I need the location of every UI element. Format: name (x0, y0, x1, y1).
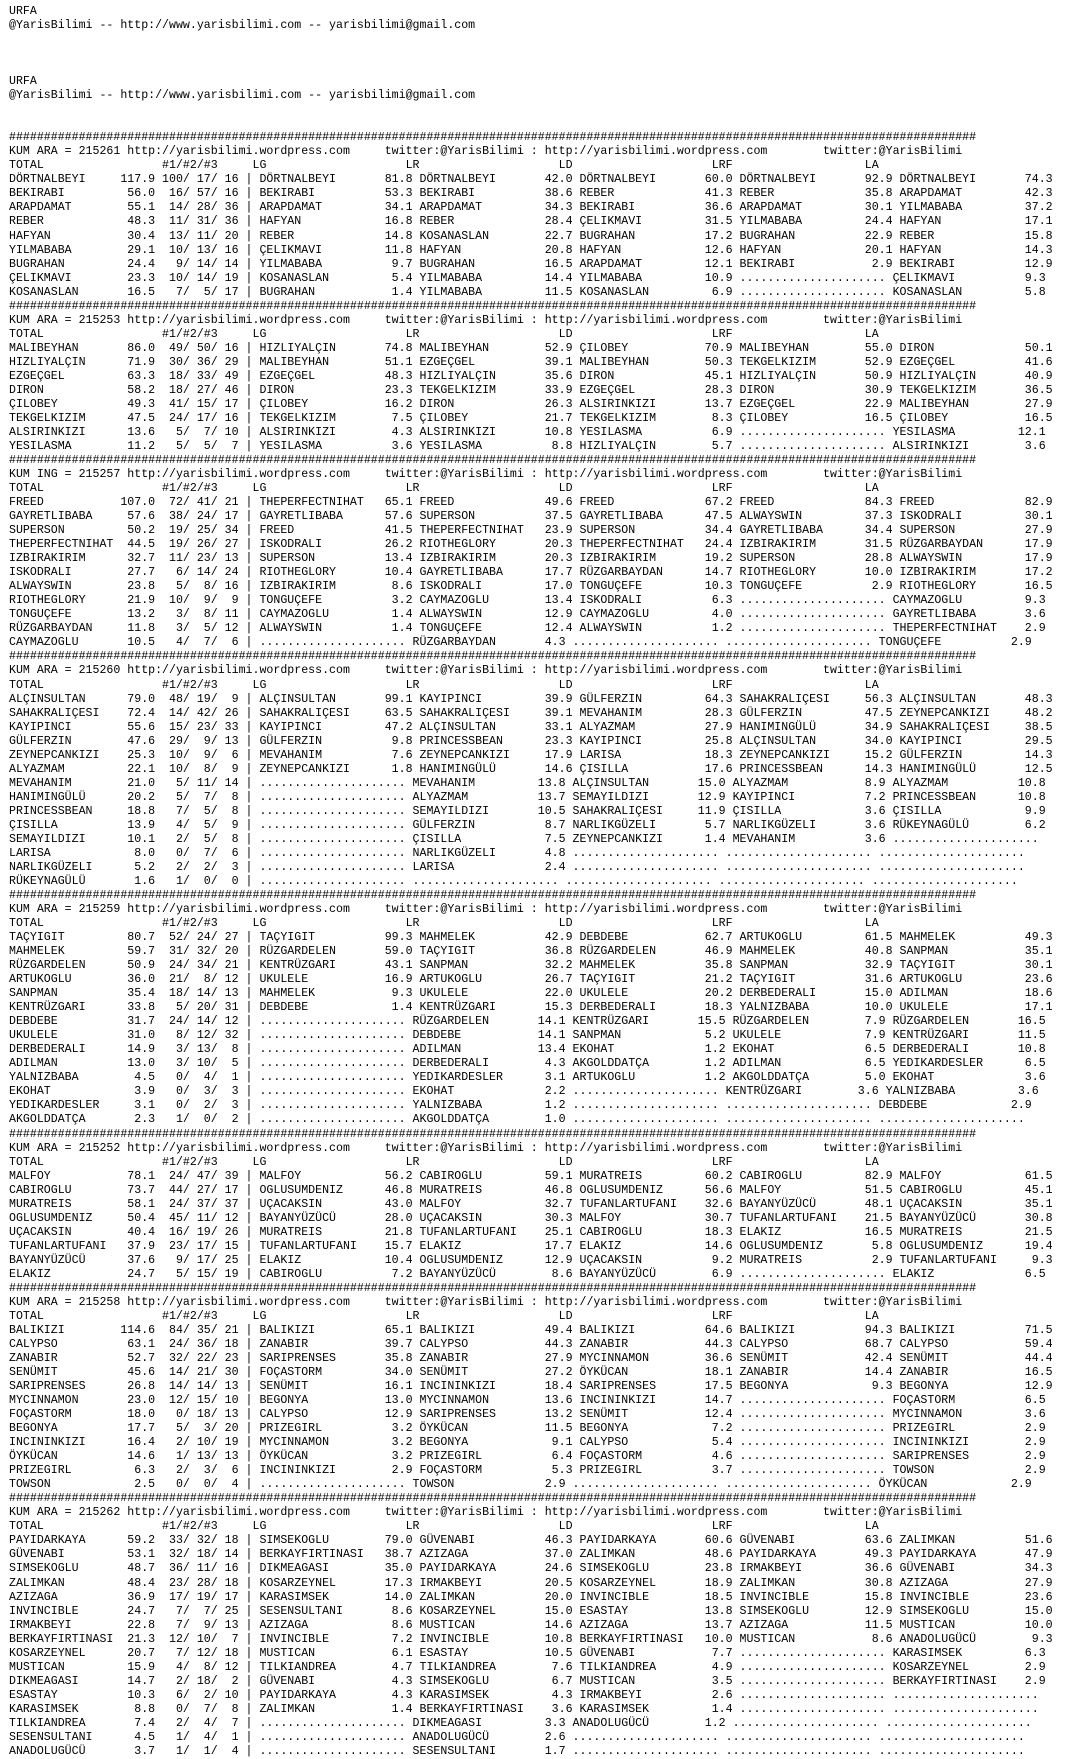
separator-line: ########################################################################################################################################### (9, 299, 977, 313)
table-row: KOSARZEYNEL 20.7 7/ 12/ 18 | MUSTICAN 6.1 ESASTAY 10.5 GÜVENABI 7.7 ..................... KARASIMSEK 6.3 (9, 1646, 1046, 1660)
table-row: GÜLFERZIN 47.6 29/ 9/ 13 | GÜLFERZIN 9.8 PRINCESSBEAN 23.3 KAYIPINCI 25.8 ALÇINSULTAN 34.0 KAYIPINCI 29.5 (9, 734, 1053, 748)
table-row: DIKMEAGASI 14.7 2/ 18/ 2 | GÜVENABI 4.3 SIMSEKOGLU 6.7 MUSTICAN 3.5 ..................... BERKAYFIRTINASI 2.9 (9, 1674, 1046, 1688)
header-line: URFA (9, 75, 37, 89)
separator-line: ########################################################################################################################################### (9, 888, 977, 902)
table-row: DÖRTNALBEYI 117.9 100/ 17/ 16 | DÖRTNALBEYI 81.8 DÖRTNALBEYI 42.0 DÖRTNALBEYI 60.0 DÖRTNALBEYI 92.9 DÖRTNALBEYI 74.3 (9, 173, 1053, 187)
table-row: ZEYNEPCANKIZI 25.3 10/ 9/ 6 | MEVAHANIM 7.6 ZEYNEPCANKIZI 17.9 LARISA 18.3 ZEYNEPCANKIZI 15.2 GÜLFERZIN 14.3 (9, 748, 1053, 762)
race-title: KUM ARA = 215253 http://yarisbilimi.wordpress.com twitter:@YarisBilimi : http://yarisbilimi.wordpress.com twitter:@YarisBilimi (9, 313, 963, 327)
table-row: RÜZGARBAYDAN 11.8 3/ 5/ 12 | ALWAYSWIN 1.4 TONGUÇEFE 12.4 ALWAYSWIN 1.2 ..................... THEPERFECTNIHAT 2.9 (9, 622, 1046, 636)
table-row: CABIROGLU 73.7 44/ 27/ 17 | OGLUSUMDENIZ 46.8 MURATREIS 46.8 OGLUSUMDENIZ 56.6 MALFOY 51.5 CABIROGLU 45.1 (9, 1183, 1053, 1197)
column-headers: TOTAL #1/#2/#3 LG LR LD LRF LA (9, 159, 879, 173)
table-row: SARIPRENSES 26.8 14/ 14/ 13 | SENÜMIT 16.1 INCININKIZI 18.4 SARIPRENSES 17.5 BEGONYA 9.3 BEGONYA 12.9 (9, 1380, 1053, 1394)
table-row: REBER 48.3 11/ 31/ 36 | HAFYAN 16.8 REBER 28.4 ÇELIKMAVI 31.5 YILMABABA 24.4 HAFYAN 17.1 (9, 215, 1053, 229)
table-row: LARISA 8.0 0/ 7/ 6 | ..................... NARLIKGÜZELI 4.8 ..................... ..................... ..................... (9, 846, 1025, 860)
table-row: SIMSEKOGLU 48.7 36/ 11/ 16 | DIKMEAGASI 35.0 PAYIDARKAYA 24.6 SIMSEKOGLU 23.8 IRMAKBEYI 36.6 GÜVENABI 34.3 (9, 1562, 1053, 1576)
table-row: YEDIKARDESLER 3.1 0/ 2/ 3 | ..................... YALNIZBABA 1.2 ..................... ..................... DEBDEBE 2.9 (9, 1099, 1032, 1113)
table-row: BEKIRABI 56.0 16/ 57/ 16 | BEKIRABI 53.3 BEKIRABI 38.6 REBER 41.3 REBER 35.8 ARAPDAMAT 42.3 (9, 187, 1053, 201)
table-row: CALYPSO 63.1 24/ 36/ 18 | ZANABIR 39.7 CALYPSO 44.3 ZANABIR 44.3 CALYPSO 68.7 CALYPSO 59.4 (9, 1337, 1053, 1351)
table-row: TUFANLARTUFANI 37.9 23/ 17/ 15 | TUFANLARTUFANI 15.7 ELAKIZ 17.7 ELAKIZ 14.6 OGLUSUMDENIZ 5.8 OGLUSUMDENIZ 19.4 (9, 1239, 1053, 1253)
table-row: SESENSULTANI 4.5 1/ 4/ 1 | ..................... ANADOLUGÜCÜ 2.6 ..................... ..................... ..................... (9, 1730, 1025, 1744)
race-title: KUM ARA = 215258 http://yarisbilimi.wordpress.com twitter:@YarisBilimi : http://yarisbilimi.wordpress.com twitter:@YarisBilimi (9, 1295, 963, 1309)
table-row: PAYIDARKAYA 59.2 33/ 32/ 18 | SIMSEKOGLU 79.0 GÜVENABI 46.3 PAYIDARKAYA 60.6 GÜVENABI 63.6 ZALIMKAN 51.6 (9, 1534, 1053, 1548)
race-title: KUM ARA = 215252 http://yarisbilimi.wordpress.com twitter:@YarisBilimi : http://yarisbilimi.wordpress.com twitter:@YarisBilimi (9, 1141, 963, 1155)
table-row: TILKIANDREA 7.4 2/ 4/ 7 | ..................... DIKMEAGASI 3.3 ANADOLUGÜCÜ 1.2 ..................... ..................... (9, 1716, 1032, 1730)
table-row: MALIBEYHAN 86.0 49/ 50/ 16 | HIZLIYALÇIN 74.8 MALIBEYHAN 52.9 ÇILOBEY 70.9 MALIBEYHAN 55.0 DIRON 50.1 (9, 341, 1053, 355)
table-row: IRMAKBEYI 22.8 7/ 9/ 13 | AZIZAGA 8.6 MUSTICAN 14.6 AZIZAGA 13.7 AZIZAGA 11.5 MUSTICAN 10.0 (9, 1618, 1053, 1632)
table-row: PRINCESSBEAN 18.8 7/ 5/ 8 | ..................... SEMAYILDIZI 10.5 SAHAKRALIÇESI 11.9 ÇISILLA 3.6 ÇISILLA 9.9 (9, 804, 1046, 818)
table-row: MAHMELEK 59.7 31/ 32/ 20 | RÜZGARDELEN 59.0 TAÇYIGIT 36.8 RÜZGARDELEN 46.9 MAHMELEK 40.8 SANPMAN 35.1 (9, 945, 1053, 959)
table-row: TAÇYIGIT 80.7 52/ 24/ 27 | TAÇYIGIT 99.3 MAHMELEK 42.9 DEBDEBE 62.7 ARTUKOGLU 61.5 MAHMELEK 49.3 (9, 931, 1053, 945)
table-row: TEKGELKIZIM 47.5 24/ 17/ 16 | TEKGELKIZIM 7.5 ÇILOBEY 21.7 TEKGELKIZIM 8.3 ÇILOBEY 16.5 ÇILOBEY 16.5 (9, 411, 1053, 425)
table-row: ELAKIZ 24.7 5/ 15/ 19 | CABIROGLU 7.2 BAYANYÜZÜCÜ 8.6 BAYANYÜZÜCÜ 6.9 ..................... ELAKIZ 6.5 (9, 1267, 1046, 1281)
table-row: MYCINNAMON 23.0 12/ 15/ 10 | BEGONYA 13.0 MYCINNAMON 13.6 INCININKIZI 14.7 ..................... FOÇASTORM 6.5 (9, 1394, 1046, 1408)
table-row: MALFOY 78.1 24/ 47/ 39 | MALFOY 56.2 CABIROGLU 59.1 MURATREIS 60.2 CABIROGLU 82.9 MALFOY 61.5 (9, 1169, 1053, 1183)
header-line: @YarisBilimi -- http://www.yarisbilimi.com -- yarisbilimi@gmail.com (9, 89, 476, 103)
table-row: SUPERSON 50.2 19/ 25/ 34 | FREED 41.5 THEPERFECTNIHAT 23.9 SUPERSON 34.4 GAYRETLIBABA 34.4 SUPERSON 27.9 (9, 524, 1053, 538)
header-line: URFA (9, 5, 37, 18)
table-row: ESASTAY 10.3 6/ 2/ 10 | PAYIDARKAYA 4.3 KARASIMSEK 4.3 IRMAKBEYI 2.6 ..................... ..................... (9, 1688, 1039, 1702)
table-row: ARTUKOGLU 36.0 21/ 8/ 12 | UKULELE 16.9 ARTUKOGLU 26.7 TAÇYIGIT 21.2 TAÇYIGIT 31.6 ARTUKOGLU 23.6 (9, 973, 1053, 987)
table-row: INVINCIBLE 24.7 7/ 7/ 25 | SESENSULTANI 8.6 KOSARZEYNEL 15.0 ESASTAY 13.8 SIMSEKOGLU 12.9 SIMSEKOGLU 15.0 (9, 1604, 1053, 1618)
race-title: KUM ING = 215257 http://yarisbilimi.wordpress.com twitter:@YarisBilimi : http://yarisbilimi.wordpress.com twitter:@YarisBilimi (9, 468, 963, 482)
column-headers: TOTAL #1/#2/#3 LG LR LD LRF LA (9, 482, 879, 496)
table-row: YESILASMA 11.2 5/ 5/ 7 | YESILASMA 3.6 YESILASMA 8.8 HIZLIYALÇIN 5.7 ..................... ALSIRINKIZI 3.6 (9, 439, 1046, 453)
table-row: ZANABIR 52.7 32/ 22/ 23 | SARIPRENSES 35.8 ZANABIR 27.9 MYCINNAMON 36.6 SENÜMIT 42.4 SENÜMIT 44.4 (9, 1352, 1053, 1365)
column-headers: TOTAL #1/#2/#3 LG LR LD LRF LA (9, 678, 879, 692)
race-title: KUM ARA = 215260 http://yarisbilimi.wordpress.com twitter:@YarisBilimi : http://yarisbilimi.wordpress.com twitter:@YarisBilimi (9, 664, 963, 678)
table-row: INCININKIZI 16.4 2/ 10/ 19 | MYCINNAMON 3.2 BEGONYA 9.1 CALYPSO 5.4 ..................... INCININKIZI 2.9 (9, 1436, 1046, 1450)
table-row: THEPERFECTNIHAT 44.5 19/ 26/ 27 | ISKODRALI 26.2 RIOTHEGLORY 20.3 THEPERFECTNIHAT 24.4 IZBIRAKIRIM 31.5 RÜZGARBAYDAN 17.9 (9, 538, 1053, 552)
separator-line: ########################################################################################################################################### (9, 1281, 977, 1295)
table-row: RÜZGARDELEN 50.9 24/ 34/ 21 | KENTRÜZGARI 43.1 SANPMAN 32.2 MAHMELEK 35.8 SANPMAN 32.9 TAÇYIGIT 30.1 (9, 959, 1053, 973)
table-row: KAYIPINCI 55.6 15/ 23/ 33 | KAYIPINCI 47.2 ALÇINSULTAN 33.1 ALYAZMAM 27.9 HANIMINGÜLÜ 34.9 SAHAKRALIÇESI 38.5 (9, 720, 1053, 734)
table-row: IZBIRAKIRIM 32.7 11/ 23/ 13 | SUPERSON 13.4 IZBIRAKIRIM 20.3 IZBIRAKIRIM 19.2 SUPERSON 28.8 ALWAYSWIN 17.9 (9, 552, 1053, 566)
table-row: ZALIMKAN 48.4 23/ 28/ 18 | KOSARZEYNEL 17.3 IRMAKBEYI 20.5 KOSARZEYNEL 18.9 ZALIMKAN 30.8 AZIZAGA 27.9 (9, 1576, 1053, 1590)
table-row: ANADOLUGÜCÜ 3.7 1/ 1/ 4 | ..................... SESENSULTANI 1.7 ..................... ..................... ..................... (9, 1744, 1025, 1758)
table-row: MUSTICAN 15.9 4/ 8/ 12 | TILKIANDREA 4.7 TILKIANDREA 7.6 TILKIANDREA 4.9 ..................... KOSARZEYNEL 2.9 (9, 1660, 1046, 1674)
table-row: ADILMAN 13.0 3/ 10/ 5 | ..................... DERBEDERALI 4.3 AKGOLDDATÇA 1.2 ADILMAN 6.5 YEDIKARDESLER 6.5 (9, 1057, 1046, 1071)
table-row: ALWAYSWIN 23.8 5/ 8/ 16 | IZBIRAKIRIM 8.6 ISKODRALI 17.0 TONGUÇEFE 10.3 TONGUÇEFE 2.9 RIOTHEGLORY 16.5 (9, 580, 1053, 594)
table-row: ÇILOBEY 49.3 41/ 15/ 17 | ÇILOBEY 16.2 DIRON 26.3 ALSIRINKIZI 13.7 EZGEÇGEL 22.9 MALIBEYHAN 27.9 (9, 397, 1053, 411)
table-row: BAYANYÜZÜCÜ 37.6 9/ 17/ 25 | ELAKIZ 10.4 OGLUSUMDENIZ 12.9 UÇACAKSIN 9.2 MURATREIS 2.9 TUFANLARTUFANI 9.3 (9, 1253, 1053, 1267)
table-row: BALIKIZI 114.6 84/ 35/ 21 | BALIKIZI 65.1 BALIKIZI 49.4 BALIKIZI 64.6 BALIKIZI 94.3 BALIKIZI 71.5 (9, 1323, 1053, 1337)
table-row: FREED 107.0 72/ 41/ 21 | THEPERFECTNIHAT 65.1 FREED 49.6 FREED 67.2 FREED 84.3 FREED 82.9 (9, 496, 1053, 510)
race-stats-document (9, 5, 1053, 1759)
header-line: @YarisBilimi -- http://www.yarisbilimi.com -- yarisbilimi@gmail.com (9, 19, 476, 33)
table-row: HIZLIYALÇIN 71.9 30/ 36/ 29 | MALIBEYHAN 51.1 EZGEÇGEL 39.1 MALIBEYHAN 50.3 TEKGELKIZIM 52.9 EZGEÇGEL 41.6 (9, 355, 1053, 369)
table-row: DERBEDERALI 14.9 3/ 13/ 8 | ..................... ADILMAN 13.4 EKOHAT 1.2 EKOHAT 6.5 DERBEDERALI 10.8 (9, 1043, 1046, 1057)
table-row: GÜVENABI 53.1 32/ 18/ 14 | BERKAYFIRTINASI 38.7 AZIZAGA 37.0 ZALIMKAN 48.6 PAYIDARKAYA 49.3 PAYIDARKAYA 47.9 (9, 1548, 1053, 1562)
race-title: KUM ARA = 215261 http://yarisbilimi.wordpress.com twitter:@YarisBilimi : http://yarisbilimi.wordpress.com twitter:@YarisBilimi (9, 145, 963, 159)
separator-line: ########################################################################################################################################### (9, 454, 977, 467)
table-row: CAYMAZOGLU 10.5 4/ 7/ 6 | ..................... RÜZGARBAYDAN 4.3 ..................... ..................... TONGUÇEFE 2.9 (9, 636, 1032, 650)
table-row: BERKAYFIRTINASI 21.3 12/ 10/ 7 | INVINCIBLE 7.2 INVINCIBLE 10.8 BERKAYFIRTINASI 10.0 MUSTICAN 8.6 ANADOLUGÜCÜ 9.3 (9, 1632, 1053, 1646)
table-row: SEMAYILDIZI 10.1 2/ 5/ 8 | ..................... ÇISILLA 7.5 ZEYNEPCANKIZI 1.4 MEVAHANIM 3.6 ..................... (9, 832, 1039, 846)
table-row: RIOTHEGLORY 21.9 10/ 9/ 9 | TONGUÇEFE 3.2 CAYMAZOGLU 13.4 ISKODRALI 6.3 ..................... CAYMAZOGLU 9.3 (9, 594, 1046, 608)
table-row: ARAPDAMAT 55.1 14/ 28/ 36 | ARAPDAMAT 34.1 ARAPDAMAT 34.3 BEKIRABI 36.6 ARAPDAMAT 30.1 YILMABABA 37.2 (9, 201, 1053, 215)
table-row: GAYRETLIBABA 57.6 38/ 24/ 17 | GAYRETLIBABA 57.6 SUPERSON 37.5 GAYRETLIBABA 47.5 ALWAYSWIN 37.3 ISKODRALI 30.1 (9, 510, 1053, 524)
table-row: AZIZAGA 36.9 17/ 19/ 17 | KARASIMSEK 14.0 ZALIMKAN 20.0 INVINCIBLE 18.5 INVINCIBLE 15.8 INVINCIBLE 23.6 (9, 1590, 1053, 1604)
separator-line: ########################################################################################################################################### (9, 131, 977, 145)
race-title: KUM ARA = 215259 http://yarisbilimi.wordpress.com twitter:@YarisBilimi : http://yarisbilimi.wordpress.com twitter:@YarisBilimi (9, 903, 963, 916)
table-row: YILMABABA 29.1 10/ 13/ 16 | ÇELIKMAVI 11.8 HAFYAN 20.8 HAFYAN 12.6 HAFYAN 20.1 HAFYAN 14.3 (9, 243, 1053, 257)
table-row: TONGUÇEFE 13.2 3/ 8/ 11 | CAYMAZOGLU 1.4 ALWAYSWIN 12.9 CAYMAZOGLU 4.0 ..................... GAYRETLIBABA 3.6 (9, 608, 1046, 622)
race-title: KUM ARA = 215262 http://yarisbilimi.wordpress.com twitter:@YarisBilimi : http://yarisbilimi.wordpress.com twitter:@YarisBilimi (9, 1506, 963, 1520)
table-row: PRIZEGIRL 6.3 2/ 3/ 6 | INCININKIZI 2.9 FOÇASTORM 5.3 PRIZEGIRL 3.7 ..................... TOWSON 2.9 (9, 1464, 1046, 1478)
table-row: SENÜMIT 45.6 14/ 21/ 30 | FOÇASTORM 34.0 SENÜMIT 27.2 ÖYKÜCAN 18.1 ZANABIR 14.4 ZANABIR 16.5 (9, 1366, 1053, 1380)
column-headers: TOTAL #1/#2/#3 LG LR LD LRF LA (9, 1309, 879, 1323)
table-row: ÇISILLA 13.9 4/ 5/ 9 | ..................... GÜLFERZIN 8.7 NARLIKGÜZELI 5.7 NARLIKGÜZELI 3.6 RÜKEYNAGÜLÜ 6.2 (9, 818, 1046, 832)
table-row: SANPMAN 35.4 18/ 14/ 13 | MAHMELEK 9.3 UKULELE 22.0 UKULELE 20.2 DERBEDERALI 15.0 ADILMAN 18.6 (9, 987, 1053, 1001)
table-row: EZGEÇGEL 63.3 18/ 33/ 49 | EZGEÇGEL 48.3 HIZLIYALÇIN 35.6 DIRON 45.1 HIZLIYALÇIN 50.9 HIZLIYALÇIN 40.9 (9, 369, 1053, 383)
table-row: HANIMINGÜLÜ 20.2 5/ 7/ 8 | ..................... ALYAZMAM 13.7 SEMAYILDIZI 12.9 KAYIPINCI 7.2 PRINCESSBEAN 10.8 (9, 790, 1046, 804)
table-row: MURATREIS 58.1 24/ 37/ 37 | UÇACAKSIN 43.0 MALFOY 32.7 TUFANLARTUFANI 32.6 BAYANYÜZÜCÜ 48.1 UÇACAKSIN 35.1 (9, 1197, 1053, 1211)
table-row: ÇELIKMAVI 23.3 10/ 14/ 19 | KOSANASLAN 5.4 YILMABABA 14.4 YILMABABA 10.9 ..................... ÇELIKMAVI 9.3 (9, 271, 1046, 285)
table-row: AKGOLDDATÇA 2.3 1/ 0/ 2 | ..................... AKGOLDDATÇA 1.0 ..................... ..................... ..................... (9, 1113, 1025, 1127)
table-row: OGLUSUMDENIZ 50.4 45/ 11/ 12 | BAYANYÜZÜCÜ 28.0 UÇACAKSIN 30.3 MALFOY 30.7 TUFANLARTUFANI 21.5 BAYANYÜZÜCÜ 30.8 (9, 1211, 1053, 1225)
table-row: SAHAKRALIÇESI 72.4 14/ 42/ 26 | SAHAKRALIÇESI 63.5 SAHAKRALIÇESI 39.1 MEVAHANIM 28.3 GÜLFERZIN 47.5 ZEYNEPCANKIZI 48.2 (9, 706, 1053, 720)
table-row: DIRON 58.2 18/ 27/ 46 | DIRON 23.3 TEKGELKIZIM 33.9 EZGEÇGEL 28.3 DIRON 30.9 TEKGELKIZIM 36.5 (9, 383, 1053, 397)
column-headers: TOTAL #1/#2/#3 LG LR LD LRF LA (9, 327, 879, 341)
table-row: YALNIZBABA 4.5 0/ 4/ 1 | ..................... YEDIKARDESLER 3.1 ARTUKOGLU 1.2 AKGOLDDATÇA 5.0 EKOHAT 3.6 (9, 1071, 1046, 1085)
separator-line: ########################################################################################################################################### (9, 1492, 977, 1506)
table-row: ALYAZMAM 22.1 10/ 8/ 9 | ZEYNEPCANKIZI 1.8 HANIMINGÜLÜ 14.6 ÇISILLA 17.6 PRINCESSBEAN 14.3 HANIMINGÜLÜ 12.5 (9, 762, 1053, 776)
table-row: DEBDEBE 31.7 24/ 14/ 12 | ..................... RÜZGARDELEN 14.1 KENTRÜZGARI 15.5 RÜZGARDELEN 7.9 RÜZGARDELEN 16.5 (9, 1015, 1046, 1029)
table-row: ISKODRALI 27.7 6/ 14/ 24 | RIOTHEGLORY 10.4 GAYRETLIBABA 17.7 RÜZGARBAYDAN 14.7 RIOTHEGLORY 10.0 IZBIRAKIRIM 17.2 (9, 566, 1053, 580)
table-row: HAFYAN 30.4 13/ 11/ 20 | REBER 14.8 KOSANASLAN 22.7 BUGRAHAN 17.2 BUGRAHAN 22.9 REBER 15.8 (9, 229, 1053, 243)
column-headers: TOTAL #1/#2/#3 LG LR LD LRF LA (9, 917, 879, 931)
table-row: FOÇASTORM 18.0 0/ 18/ 13 | CALYPSO 12.9 SARIPRENSES 13.2 SENÜMIT 12.4 ..................... MYCINNAMON 3.6 (9, 1408, 1046, 1422)
table-row: ALSIRINKIZI 13.6 5/ 7/ 10 | ALSIRINKIZI 4.3 ALSIRINKIZI 10.8 YESILASMA 6.9 ..................... YESILASMA 12.1 (9, 425, 1046, 439)
table-row: KARASIMSEK 8.8 0/ 7/ 8 | ZALIMKAN 1.4 BERKAYFIRTINASI 3.6 KARASIMSEK 1.4 ..................... ..................... (9, 1702, 1039, 1716)
column-headers: TOTAL #1/#2/#3 LG LR LD LRF LA (9, 1155, 879, 1169)
table-row: UKULELE 31.0 8/ 12/ 32 | ..................... DEBDEBE 14.1 SANPMAN 5.2 UKULELE 7.9 KENTRÜZGARI 11.5 (9, 1029, 1046, 1043)
table-row: BUGRAHAN 24.4 9/ 14/ 14 | YILMABABA 9.7 BUGRAHAN 16.5 ARAPDAMAT 12.1 BEKIRABI 2.9 BEKIRABI 12.9 (9, 257, 1053, 271)
table-row: MEVAHANIM 21.0 5/ 11/ 14 | ..................... MEVAHANIM 13.8 ALÇINSULTAN 15.0 ALYAZMAM 8.9 ALYAZMAM 10.8 (9, 776, 1046, 790)
column-headers: TOTAL #1/#2/#3 LG LR LD LRF LA (9, 1520, 879, 1534)
table-row: UÇACAKSIN 40.4 16/ 19/ 26 | MURATREIS 21.8 TUFANLARTUFANI 25.1 CABIROGLU 18.3 ELAKIZ 16.5 MURATREIS 21.5 (9, 1225, 1053, 1239)
table-row: KOSANASLAN 16.5 7/ 5/ 17 | BUGRAHAN 1.4 YILMABABA 11.5 KOSANASLAN 6.9 ..................... KOSANASLAN 5.8 (9, 285, 1046, 299)
table-row: RÜKEYNAGÜLÜ 1.6 1/ 0/ 0 | ..................... ..................... ..................... ..................... ..................... (9, 874, 1018, 888)
table-row: NARLIKGÜZELI 5.2 2/ 2/ 3 | ..................... LARISA 2.4 ..................... ..................... ..................... (9, 860, 1025, 874)
table-row: BEGONYA 17.7 5/ 3/ 20 | PRIZEGIRL 3.2 ÖYKÜCAN 11.5 BEGONYA 7.2 ..................... PRIZEGIRL 2.9 (9, 1422, 1046, 1436)
table-row: EKOHAT 3.9 0/ 3/ 3 | ..................... EKOHAT 2.2 ..................... KENTRÜZGARI 3.6 YALNIZBABA 3.6 (9, 1085, 1039, 1099)
separator-line: ########################################################################################################################################### (9, 1127, 977, 1141)
table-row: TOWSON 2.5 0/ 0/ 4 | ..................... TOWSON 2.9 ..................... ..................... ÖYKÜCAN 2.9 (9, 1478, 1032, 1492)
separator-line: ########################################################################################################################################### (9, 650, 977, 664)
table-row: ALÇINSULTAN 79.0 48/ 19/ 9 | ALÇINSULTAN 99.1 KAYIPINCI 39.9 GÜLFERZIN 64.3 SAHAKRALIÇESI 56.3 ALÇINSULTAN 48.3 (9, 692, 1053, 706)
table-row: ÖYKÜCAN 14.6 1/ 13/ 13 | ÖYKÜCAN 3.2 PRIZEGIRL 6.4 FOÇASTORM 4.6 ..................... SARIPRENSES 2.9 (9, 1450, 1046, 1464)
table-row: KENTRÜZGARI 33.8 5/ 20/ 31 | DEBDEBE 1.4 KENTRÜZGARI 15.3 DERBEDERALI 18.3 YALNIZBABA 10.0 UKULELE 17.1 (9, 1001, 1053, 1015)
